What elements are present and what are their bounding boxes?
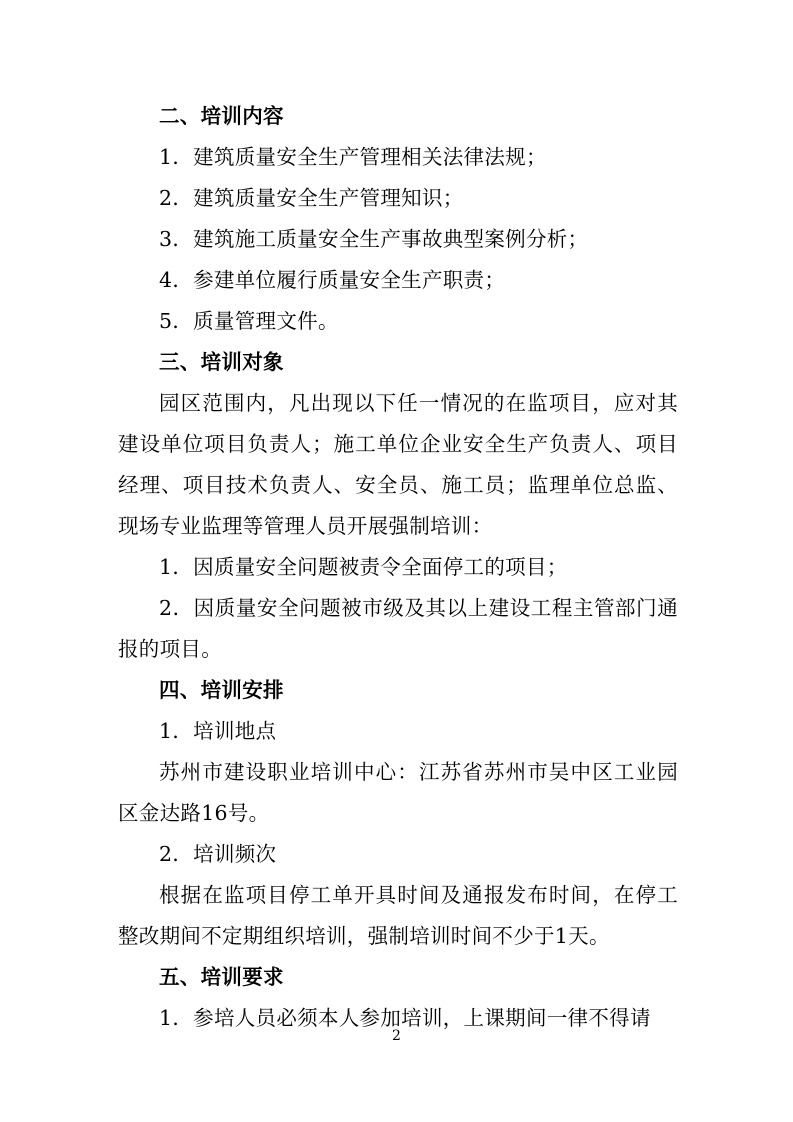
list-item-content-5: 5．质量管理文件。	[159, 309, 339, 333]
paragraph-training-location: 苏州市建设职业培训中心：江苏省苏州市吴中区工业园区金达路16号。	[118, 760, 678, 825]
list-item-arrangement-2: 2．培训频次	[159, 842, 277, 866]
list-item-content-2: 2．建筑质量安全生产管理知识；	[159, 186, 464, 210]
page-number: 2	[392, 1028, 401, 1044]
paragraph-audience-scope: 园区范围内，凡出现以下任一情况的在监项目，应对其建设单位项目负责人；施工单位企业安全生产负责人、项目经理、项目技术负责人、安全员、施工员；监理单位总监、现场专业监理等管理人员开展强制培训：	[118, 391, 678, 538]
page-content	[118, 96, 678, 1039]
section-heading-training-content: 二、培训内容	[159, 104, 284, 128]
list-item-arrangement-1: 1．培训地点	[159, 719, 277, 743]
section-heading-training-audience: 三、培训对象	[159, 350, 284, 374]
list-item-content-1: 1．建筑质量安全生产管理相关法律法规；	[159, 145, 547, 169]
list-item-audience-2: 2．因质量安全问题被市级及其以上建设工程主管部门通报的项目。	[118, 596, 678, 661]
list-item-content-4: 4．参建单位履行质量安全生产职责；	[159, 268, 506, 292]
list-item-audience-1: 1．因质量安全问题被责令全面停工的项目；	[159, 555, 568, 579]
section-heading-training-requirements: 五、培训要求	[159, 965, 284, 989]
list-item-requirement-1: 1．参培人员必须本人参加培训，上课期间一律不得请	[159, 1006, 651, 1030]
section-heading-training-arrangement: 四、培训安排	[159, 678, 284, 702]
paragraph-training-frequency: 根据在监项目停工单开具时间及通报发布时间，在停工整改期间不定期组织培训，强制培训时间不少于1天。	[118, 883, 678, 948]
list-item-content-3: 3．建筑施工质量安全生产事故典型案例分析；	[159, 227, 589, 251]
